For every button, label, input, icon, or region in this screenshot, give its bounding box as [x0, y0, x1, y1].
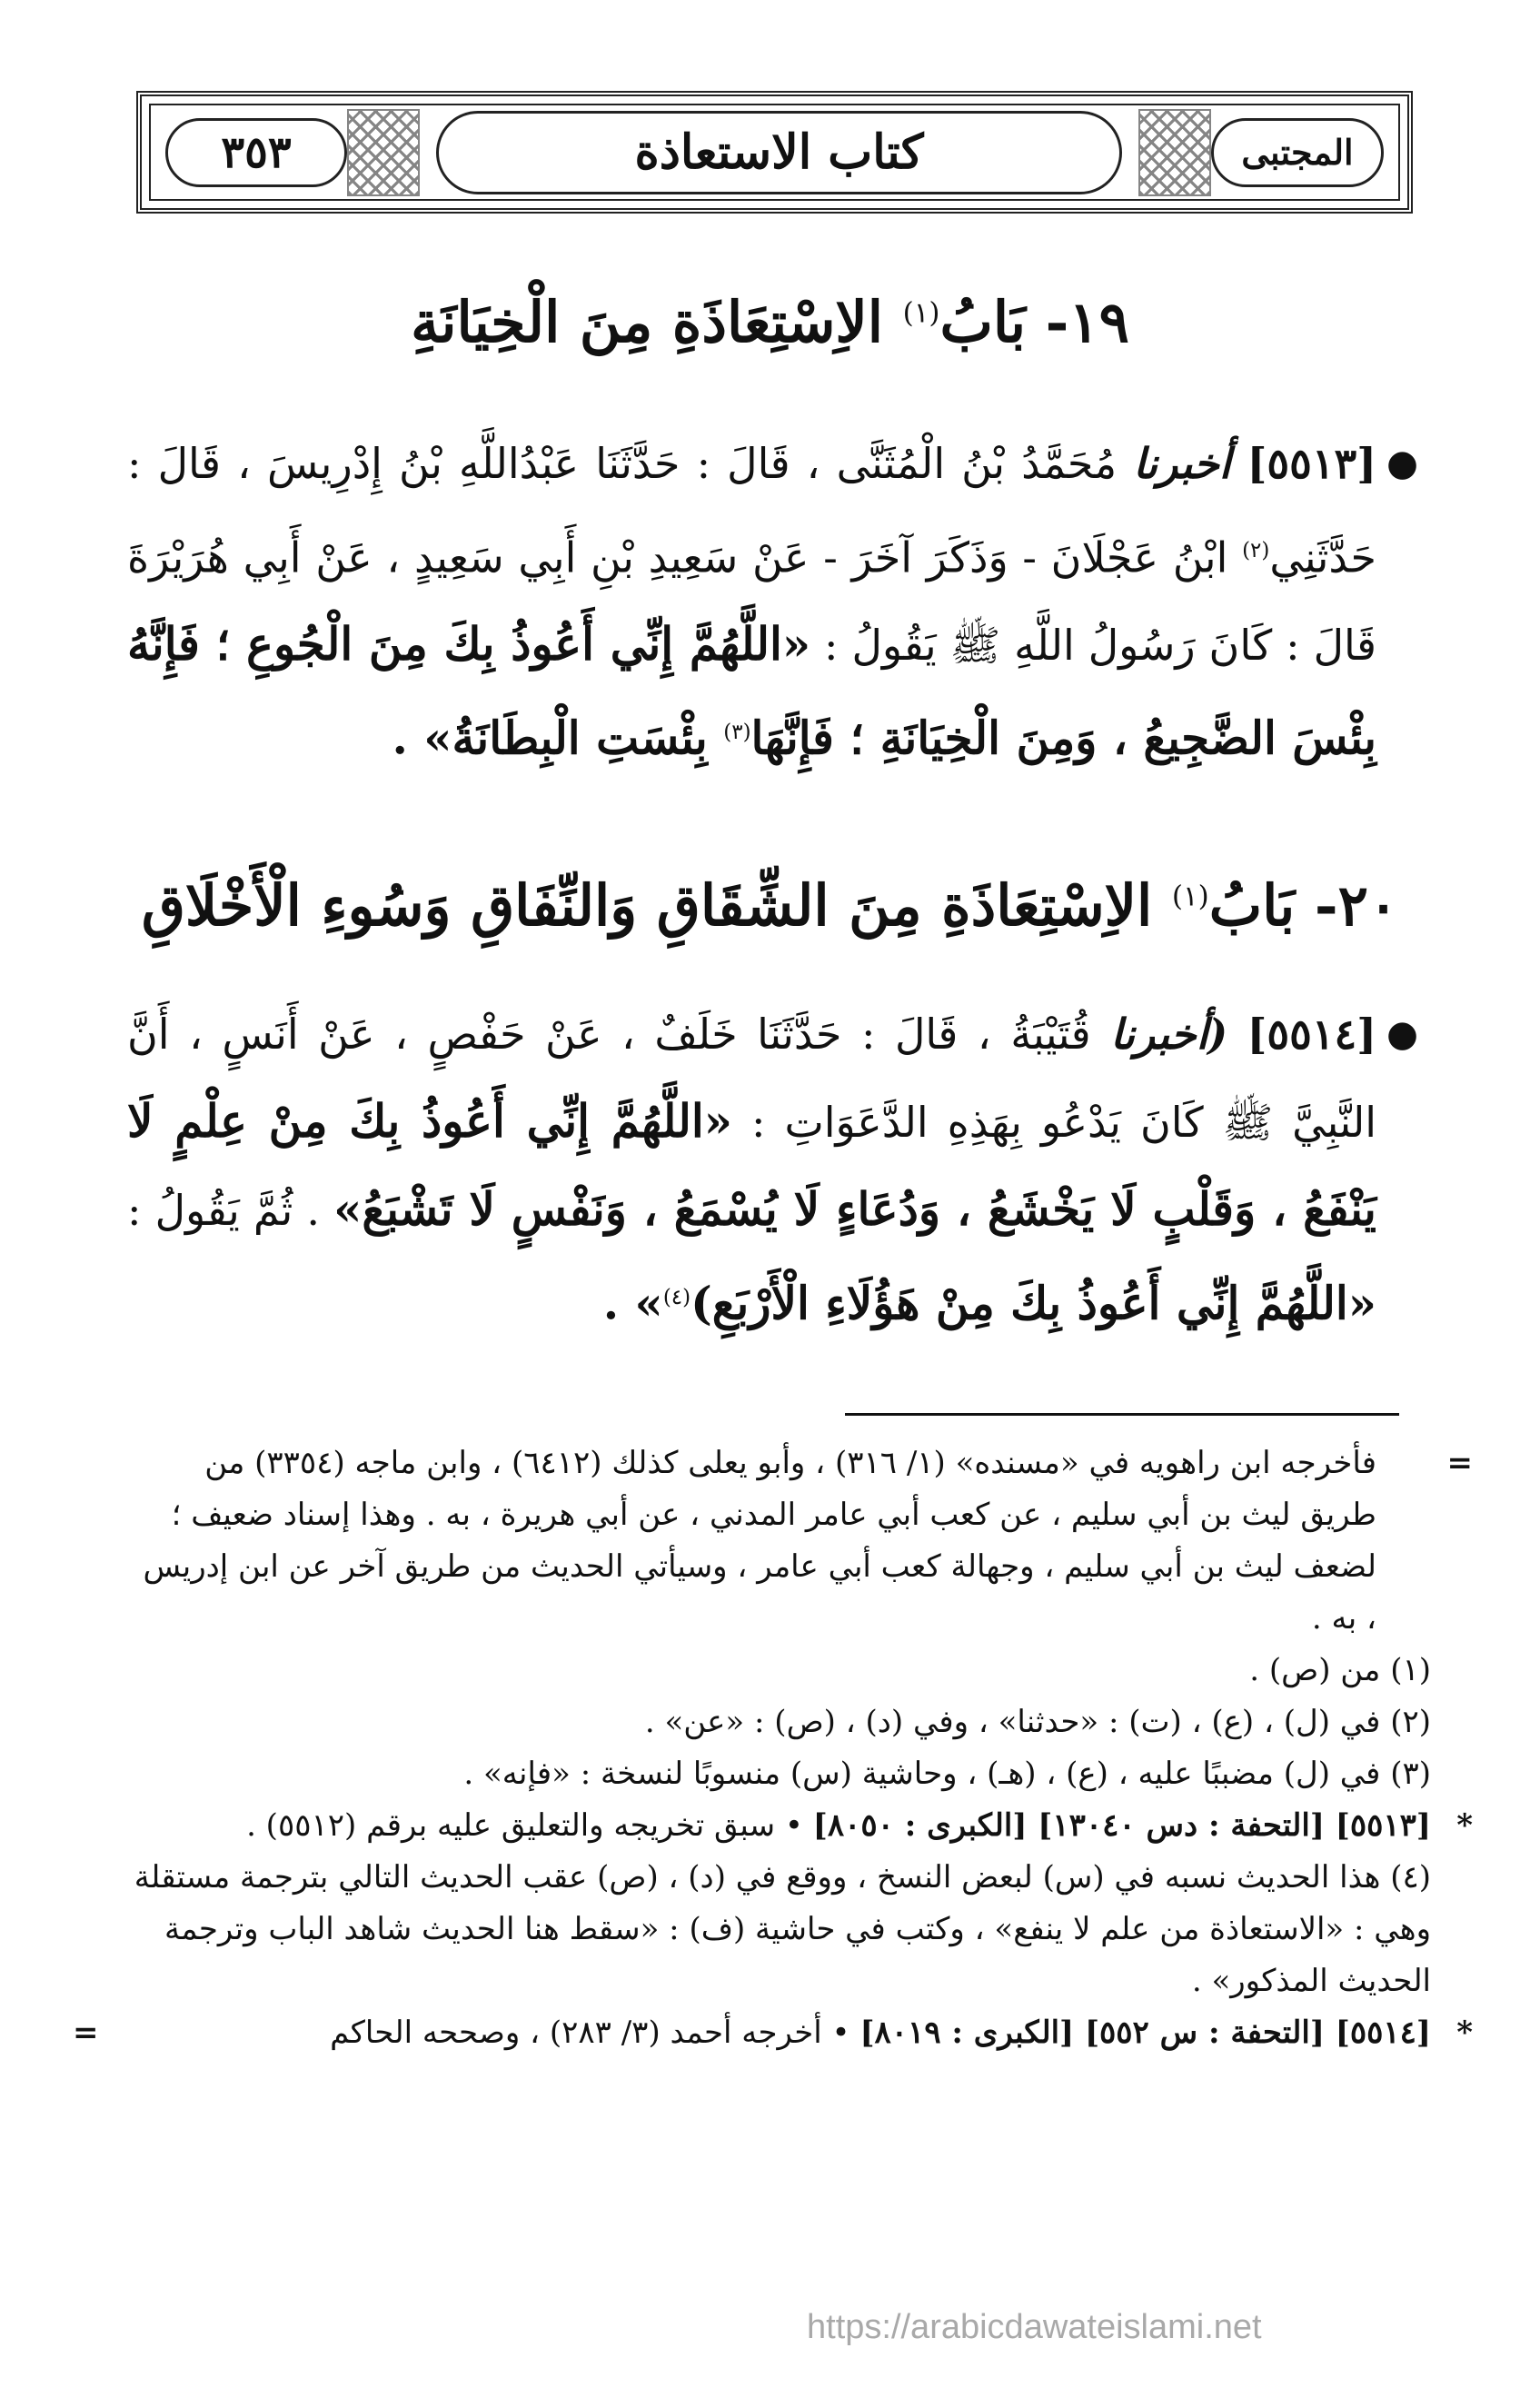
- hadith-text-end: بِئْسَتِ الْبِطَانَةُ» .: [392, 711, 724, 765]
- hadith-lead: (أخبرنا: [1110, 1010, 1228, 1059]
- watermark-url: https://arabicdawateislami.net: [807, 2308, 1262, 2346]
- footnote-continuation: = فأخرجه ابن راهويه في «مسنده» (١/ ٣١٦) ، وأبو يعلى كذلك (٦٤١٢) ، وابن ماجه (٣٣٥٤) من طريق ليث بن أبي سليم ، عن كعب أبي عامر المدني ، عن أبي هريرة ، به . وهذا إسناد ضعيف ؛ لضعف ليث بن أبي سليم ، وجهالة كعب أبي عامر ، وسيأتي الحديث من طريق آخر عن ابن إدريس ، به .: [127, 1438, 1431, 1645]
- book-name: المجتبى: [1211, 118, 1384, 187]
- bullet-icon: ●: [1386, 1013, 1418, 1055]
- footnote-ref: (٤): [662, 1286, 691, 1309]
- takhrij-note: • أخرجه أحمد (٣/ ٢٨٣) ، وصححه الحاكم: [330, 2015, 860, 2051]
- takhrij-ref: [٥٥١٤] [التحفة : س ٥٥٢] [الكبرى : ٨٠١٩]: [859, 2015, 1431, 2051]
- running-title: كتاب الاستعاذة: [436, 111, 1122, 194]
- footnote-ref: (١): [1171, 880, 1209, 913]
- footnote-ref: (٢): [1242, 539, 1270, 562]
- header-ornament-left: [347, 109, 420, 196]
- takhrij-5514: [73, 2007, 1473, 2059]
- footnote-ref: (١): [902, 296, 940, 330]
- takhrij-5513: [127, 1800, 1473, 1852]
- footnote-4: (٤) هذا الحديث نسبه في (س) لبعض النسخ ، ووقع في (د) ، (ص) عقب الحديث التالي بترجمة مستقلة وهي : «الاستعاذة من علم لا ينفع» ، وكتب في حاشية (ف) : «سقط هنا الحديث شاهد الباب وترجمة الحديث المذكور» .: [134, 1859, 1431, 1999]
- footnote-ref: (٣): [723, 721, 751, 745]
- hadith-isnad: قُتَيْبَةُ ، قَالَ : حَدَّثَنَا خَلَفٌ ، عَنْ حَفْصٍ ، عَنْ أَنَسٍ ، أَنَّ النَّبِيَّ ﷺ كَانَ يَدْعُو بِهَذِهِ الدَّعَوَاتِ :: [127, 1010, 1376, 1147]
- footnotes: [73, 1438, 1473, 2059]
- footnote-3: (٣) في (ل) مضببًا عليه ، (ع) ، (هـ) ، وحاشية (س) منسوبًا لنسخة : «فإنه» .: [463, 1756, 1431, 1792]
- star-icon: *: [1456, 2015, 1473, 2051]
- hadith-text-2: «اللَّهُمَّ إِنِّي أَعُوذُ بِكَ مِنْ هَؤُلَاءِ الْأَرْبَعِ): [691, 1276, 1376, 1330]
- header-ornament-right: [1138, 109, 1211, 196]
- hadith-number: [٥٥١٤]: [1247, 1010, 1377, 1059]
- chapter-20-title: ٢٠- بَابُ$^{(١)}$ الاِسْتِعَاذَةِ مِنَ الشِّقَاقِ وَالنِّفَاقِ وَسُوءِ الْأَخْلَاقِ: [141, 872, 1399, 939]
- hadith-text: «اللَّهُمَّ إِنِّي أَعُوذُ بِكَ مِنْ عِلْمٍ لَا يَنْفَعُ ، وَقَلْبٍ لَا يَخْشَعُ ، وَدُعَاءٍ لَا يُسْمَعُ ، وَنَفْسٍ لَا تَشْبَعُ»: [127, 1094, 1376, 1236]
- page-number: ٣٥٣: [165, 118, 347, 187]
- footnote-2: (٢) في (ل) ، (ع) ، (ت) : «حدثنا» ، وفي (د) ، (ص) : «عن» .: [644, 1704, 1431, 1740]
- hadith-text: «اللَّهُمَّ إِنِّي أَعُوذُ بِكَ مِنَ الْجُوعِ ؛ فَإِنَّهُ بِئْسَ الضَّجِيعُ ، وَمِنَ الْخِيَانَةِ ؛ فَإِنَّهَا: [127, 617, 1376, 765]
- hadith-isnad: مُحَمَّدُ بْنُ الْمُثَنَّى ، قَالَ : حَدَّثَنَا عَبْدُاللَّهِ بْنُ إِدْرِيسَ ، قَالَ : حَدَّثَنِي: [127, 439, 1376, 582]
- star-icon: *: [1456, 1807, 1473, 1844]
- continuation-mark: =: [73, 2015, 99, 2051]
- hadith-connector: . ثُمَّ يَقُولُ :: [127, 1186, 334, 1235]
- hadith-isnad-cont: ابْنُ عَجْلَانَ - وَذَكَرَ آخَرَ - عَنْ سَعِيدِ بْنِ أَبِي سَعِيدٍ ، عَنْ أَبِي هُرَيْرَةَ قَالَ : كَانَ رَسُولُ اللَّهِ ﷺ يَقُولُ :: [127, 532, 1376, 671]
- hadith-5514: [127, 990, 1418, 1348]
- takhrij-note: • سبق تخريجه والتعليق عليه برقم (٥٥١٢) .: [246, 1807, 813, 1844]
- takhrij-ref: [٥٥١٣] [التحفة : دس ١٣٠٤٠] [الكبرى : ٨٠٥٠]: [812, 1807, 1431, 1844]
- continuation-mark: =: [1446, 1445, 1473, 1481]
- hadith-lead: أخبرنا: [1133, 439, 1231, 488]
- bullet-icon: ●: [1386, 443, 1418, 484]
- page-header: [136, 91, 1413, 214]
- hadith-5513: [127, 420, 1418, 783]
- chapter-19-title: ١٩- بَابُ$^{(١)}$ الاِسْتِعَاذَةِ مِنَ الْخِيَانَةِ: [411, 289, 1129, 355]
- hadith-text-end: » .: [602, 1276, 663, 1330]
- footnote-1: (١) من (ص) .: [1249, 1652, 1431, 1688]
- footnote-divider: [845, 1413, 1399, 1416]
- hadith-number: [٥٥١٣]: [1247, 439, 1377, 488]
